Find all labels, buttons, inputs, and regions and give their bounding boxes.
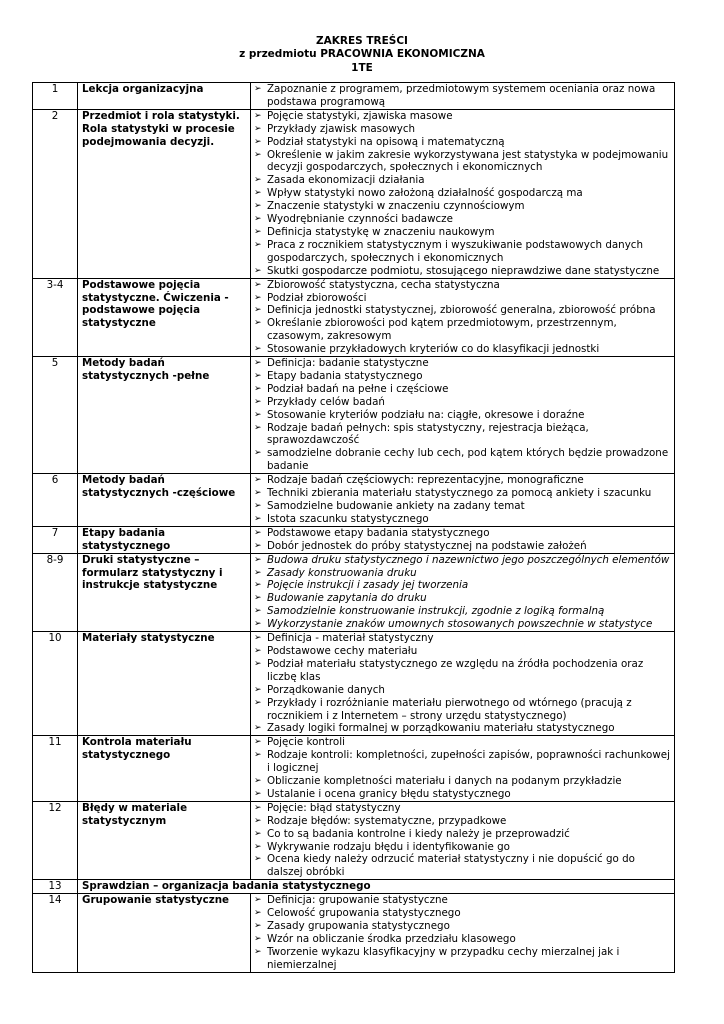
lesson-row <box>33 278 675 356</box>
content-item: ➢ Podział badań na pełne i częściowe <box>254 383 672 396</box>
lesson-topic: Materiały statystyczne <box>78 632 251 736</box>
content-item: ➢ Definicja: badanie statystyczne <box>254 357 672 370</box>
content-item: ➢ Przykłady celów badań <box>254 396 672 409</box>
content-item: ➢ Ocena kiedy należy odrzucić materiał statystyczny i nie dopuścić go do dalszej obróbki <box>254 853 672 879</box>
content-item: ➢ Pojęcie statystyki, zjawiska masowe <box>254 110 672 123</box>
content-item: ➢ Zapoznanie z programem, przedmiotowym systemem oceniania oraz nowa podstawa programową <box>254 83 672 109</box>
content-list <box>254 527 672 553</box>
content-list <box>254 357 672 473</box>
content-item: ➢ Rodzaje badań pełnych: spis statystyczny, rejestracja bieżąca, sprawozdawczość <box>254 422 672 448</box>
lesson-row <box>33 474 675 527</box>
content-item: ➢ Celowość grupowania statystycznego <box>254 907 672 920</box>
content-item: ➢ Rodzaje błędów: systematyczne, przypadkowe <box>254 815 672 828</box>
lesson-number: 12 <box>33 801 78 879</box>
content-item: ➢ Praca z rocznikiem statystycznym i wyszukiwanie podstawowych danych gospodarczych, społecznych i ekonomicznych <box>254 239 672 265</box>
content-item: ➢ Wykorzystanie znaków umownych stosowanych powszechnie w statystyce <box>254 618 672 631</box>
content-item: ➢ Podział materiału statystycznego ze względu na źródła pochodzenia oraz liczbę klas <box>254 658 672 684</box>
lesson-number: 5 <box>33 357 78 474</box>
content-item: ➢ Określanie zbiorowości pod kątem przedmiotowym, przestrzennym, czasowym, zakresowym <box>254 317 672 343</box>
content-item: ➢ Przykłady zjawisk masowych <box>254 123 672 136</box>
content-item: ➢ Pojęcie instrukcji i zasady jej tworzenia <box>254 579 672 592</box>
lesson-content <box>251 736 675 802</box>
lesson-number: 1 <box>33 83 78 110</box>
lesson-row <box>33 357 675 474</box>
content-item: ➢ Podstawowe etapy badania statystycznego <box>254 527 672 540</box>
content-item: ➢ Stosowanie kryteriów podziału na: ciągłe, okresowe i doraźne <box>254 409 672 422</box>
lesson-row <box>33 894 675 972</box>
lesson-row <box>33 553 675 631</box>
content-item: ➢ Zasady konstruowania druku <box>254 567 672 580</box>
content-list <box>254 632 672 735</box>
content-item: ➢ Podział zbiorowości <box>254 292 672 305</box>
lesson-topic: Sprawdzian – organizacja badania statystycznego <box>78 880 675 894</box>
content-item: ➢ Pojęcie kontroli <box>254 736 672 749</box>
content-item: ➢ Samodzielnie konstruowanie instrukcji, zgodnie z logiką formalną <box>254 605 672 618</box>
lesson-content <box>251 474 675 527</box>
lesson-content <box>251 83 675 110</box>
lesson-content <box>251 632 675 736</box>
lesson-content <box>251 801 675 879</box>
content-item: ➢ Samodzielne budowanie ankiety na zadany temat <box>254 500 672 513</box>
lesson-number: 7 <box>33 526 78 553</box>
lesson-topic: Podstawowe pojęcia statystyczne. Ćwiczenia - podstawowe pojęcia statystyczne <box>78 278 251 356</box>
syllabus-body <box>33 83 675 973</box>
lesson-number: 13 <box>33 880 78 894</box>
content-item: ➢ Znaczenie statystyki w znaczeniu czynnościowym <box>254 200 672 213</box>
content-item: ➢ Istota szacunku statystycznego <box>254 513 672 526</box>
content-item: ➢ Zasady grupowania statystycznego <box>254 920 672 933</box>
lesson-row <box>33 801 675 879</box>
content-item: ➢ Rodzaje badań częściowych: reprezentacyjne, monograficzne <box>254 474 672 487</box>
content-item: ➢ Stosowanie przykładowych kryteriów co do klasyfikacji jednostki <box>254 343 672 356</box>
content-list <box>254 83 672 109</box>
content-list <box>254 279 672 356</box>
content-item: ➢ Techniki zbierania materiału statystycznego za pomocą ankiety i szacunku <box>254 487 672 500</box>
lesson-topic: Metody badań statystycznych -pełne <box>78 357 251 474</box>
lesson-number: 14 <box>33 894 78 972</box>
content-item: ➢ Wzór na obliczanie środka przedziału klasowego <box>254 933 672 946</box>
lesson-number: 8-9 <box>33 553 78 631</box>
lesson-topic: Druki statystyczne – formularz statystyczny i instrukcje statystyczne <box>78 553 251 631</box>
content-item: ➢ Podstawowe cechy materiału <box>254 645 672 658</box>
content-item: ➢ Wykrywanie rodzaju błędu i identyfikowanie go <box>254 841 672 854</box>
lesson-number: 10 <box>33 632 78 736</box>
content-item: ➢ Zbiorowość statystyczna, cecha statystyczna <box>254 279 672 292</box>
lesson-content <box>251 109 675 278</box>
content-item: ➢ Skutki gospodarcze podmiotu, stosującego nieprawdziwe dane statystyczne <box>254 265 672 278</box>
lesson-content <box>251 278 675 356</box>
content-item: ➢ Zasady logiki formalnej w porządkowaniu materiału statystycznego <box>254 722 672 735</box>
content-item: ➢ Definicja jednostki statystycznej, zbiorowość generalna, zbiorowość próbna <box>254 304 672 317</box>
lesson-number: 3-4 <box>33 278 78 356</box>
content-list <box>254 554 672 631</box>
lesson-row <box>33 526 675 553</box>
lesson-row <box>33 83 675 110</box>
lesson-topic: Lekcja organizacyjna <box>78 83 251 110</box>
lesson-number: 11 <box>33 736 78 802</box>
lesson-topic: Grupowanie statystyczne <box>78 894 251 972</box>
document-subject: z przedmiotu PRACOWNIA EKONOMICZNA <box>239 48 485 61</box>
document-class: 1TE <box>351 61 373 74</box>
lesson-content <box>251 526 675 553</box>
content-item: ➢ Budowa druku statystycznego i nazewnictwo jego poszczególnych elementów <box>254 554 672 567</box>
content-item: ➢ Dobór jednostek do próby statystycznej na podstawie założeń <box>254 540 672 553</box>
content-item: ➢ Przykłady i rozróżnianie materiału pierwotnego od wtórnego (pracują z rocznikiem i z Internetem – strony urzędu statystycznego) <box>254 697 672 723</box>
lesson-number: 2 <box>33 109 78 278</box>
content-item: ➢ Rodzaje kontroli: kompletności, zupełności zapisów, poprawności rachunkowej i logicznej <box>254 749 672 775</box>
content-item: ➢ samodzielne dobranie cechy lub cech, pod kątem których będzie prowadzone badanie <box>254 447 672 473</box>
content-item: ➢ Podział statystyki na opisową i matematyczną <box>254 136 672 149</box>
content-item: ➢ Definicja - materiał statystyczny <box>254 632 672 645</box>
content-item: ➢ Definicja: grupowanie statystyczne <box>254 894 672 907</box>
content-list <box>254 110 672 278</box>
lesson-topic: Błędy w materiale statystycznym <box>78 801 251 879</box>
syllabus-table <box>32 82 675 973</box>
lesson-number: 6 <box>33 474 78 527</box>
content-list <box>254 736 672 801</box>
content-item: ➢ Zasada ekonomizacji działania <box>254 174 672 187</box>
lesson-content <box>251 894 675 972</box>
lesson-row <box>33 736 675 802</box>
lesson-topic: Kontrola materiału statystycznego <box>78 736 251 802</box>
content-item: ➢ Wpływ statystyki nowo założoną działalność gospodarczą ma <box>254 187 672 200</box>
lesson-topic: Przedmiot i rola statystyki. Rola statystyki w procesie podejmowania decyzji. <box>78 109 251 278</box>
content-item: ➢ Ustalanie i ocena granicy błędu statystycznego <box>254 788 672 801</box>
lesson-topic: Metody badań statystycznych -częściowe <box>78 474 251 527</box>
content-item: ➢ Obliczanie kompletności materiału i danych na podanym przykładzie <box>254 775 672 788</box>
lesson-topic: Etapy badania statystycznego <box>78 526 251 553</box>
content-item: ➢ Porządkowanie danych <box>254 684 672 697</box>
content-item: ➢ Określenie w jakim zakresie wykorzystywana jest statystyka w podejmowaniu decyzji gospodarczych, społecznych i ekonomicznych <box>254 149 672 175</box>
content-item: ➢ Etapy badania statystycznego <box>254 370 672 383</box>
lesson-content <box>251 553 675 631</box>
lesson-content <box>251 357 675 474</box>
content-item: ➢ Co to są badania kontrolne i kiedy należy je przeprowadzić <box>254 828 672 841</box>
content-item: ➢ Pojęcie: błąd statystyczny <box>254 802 672 815</box>
content-list <box>254 802 672 879</box>
content-item: ➢ Budowanie zapytania do druku <box>254 592 672 605</box>
lesson-row <box>33 109 675 278</box>
lesson-row <box>33 880 675 894</box>
content-list <box>254 474 672 526</box>
lesson-row <box>33 632 675 736</box>
content-list <box>254 894 672 971</box>
document-header <box>0 35 724 75</box>
content-item: ➢ Wyodrębnianie czynności badawcze <box>254 213 672 226</box>
document-title: ZAKRES TREŚCI <box>316 35 408 47</box>
content-item: ➢ Tworzenie wykazu klasyfikacyjny w przypadku cechy mierzalnej jak i niemierzalnej <box>254 946 672 972</box>
content-item: ➢ Definicja statystykę w znaczeniu naukowym <box>254 226 672 239</box>
